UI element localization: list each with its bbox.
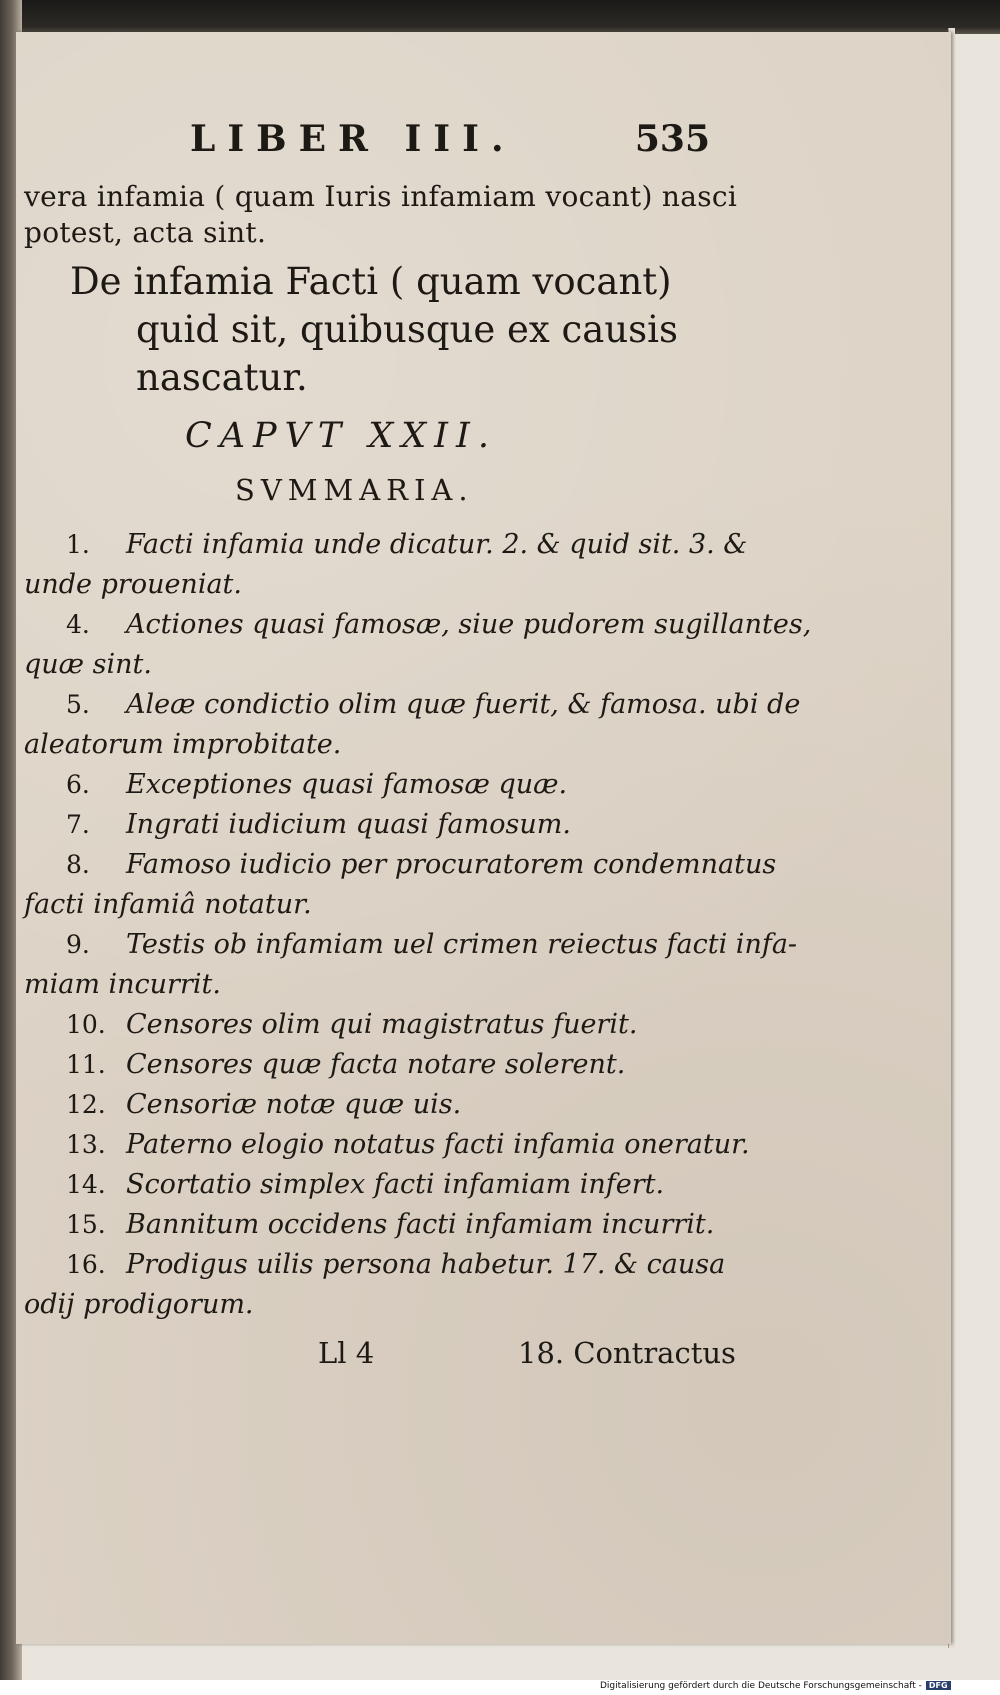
entry-text: Famoso iudicio per procuratorem condemnatus [126, 849, 777, 880]
chapter-heading-line: nascatur. [136, 356, 308, 399]
entry-text: Facti infamia unde dicatur. 2. & quid sit. 3. & [126, 529, 748, 560]
summary-list [24, 525, 812, 1325]
summary-entry [24, 1005, 714, 1045]
entry-number: 6. [66, 770, 90, 799]
entry-number: 14. [66, 1170, 106, 1199]
entry-continuation: aleatorum improbitate. [24, 729, 342, 760]
entry-text: Bannitum occidens facti infamiam incurrit. [126, 1209, 715, 1240]
catchword: 18. Contractus [518, 1336, 736, 1370]
summary-entry [24, 1085, 714, 1125]
summary-entry [24, 765, 714, 805]
summary-entry [24, 1045, 714, 1085]
digitization-credit [600, 1681, 951, 1691]
entry-number: 12. [66, 1090, 106, 1119]
chapter-heading-line: De infamia Facti ( quam vocant) [70, 260, 672, 303]
summary-entry [24, 925, 798, 1005]
entry-continuation: odij prodigorum. [24, 1289, 254, 1320]
entry-text: Aleæ condictio olim quæ fuerit, & famosa. ubi de [126, 689, 801, 720]
entry-number: 10. [66, 1010, 106, 1039]
entry-number: 7. [66, 810, 90, 839]
entry-number: 16. [66, 1250, 106, 1279]
summary-entry [24, 685, 801, 765]
summary-entry [24, 1165, 714, 1205]
carry-over-line: potest, acta sint. [24, 216, 267, 249]
entry-number: 8. [66, 850, 90, 879]
dfg-logo: DFG [926, 1681, 951, 1690]
summary-entry [24, 845, 777, 925]
summary-entry [24, 805, 714, 845]
running-title: LIBER III. [190, 118, 516, 160]
entry-text: Testis ob infamiam uel crimen reiectus facti infa- [126, 929, 798, 960]
entry-number: 11. [66, 1050, 106, 1079]
entry-text: Paterno elogio notatus facti infamia oneratur. [126, 1129, 750, 1160]
entry-number: 5. [66, 690, 90, 719]
signature-mark: Ll 4 [318, 1336, 375, 1370]
entry-continuation: facti infamiâ notatur. [24, 889, 312, 920]
carry-over-line: vera infamia ( quam Iuris infamiam vocant) nasci [24, 180, 738, 213]
scan-top-edge [0, 0, 1000, 34]
running-head [190, 118, 710, 166]
entry-continuation: quæ sint. [24, 649, 152, 680]
entry-text: Prodigus uilis persona habetur. 17. & causa [126, 1249, 726, 1280]
entry-text: Censoriæ notæ quæ uis. [126, 1089, 462, 1120]
entry-text: Censores olim qui magistratus fuerit. [126, 1009, 638, 1040]
entry-text: Exceptiones quasi famosæ quæ. [126, 769, 568, 800]
summary-label: SVMMARIA. [235, 473, 474, 507]
entry-number: 13. [66, 1130, 106, 1159]
summary-entry [24, 605, 812, 685]
page-number: 535 [634, 118, 710, 160]
chapter-number: CAPVT XXII. [185, 416, 497, 456]
summary-entry [24, 525, 748, 605]
entry-continuation: miam incurrit. [24, 969, 221, 1000]
summary-entry [24, 1205, 714, 1245]
entry-number: 4. [66, 610, 90, 639]
summary-entry [24, 1125, 750, 1165]
entry-number: 15. [66, 1210, 106, 1239]
entry-continuation: unde proueniat. [24, 569, 242, 600]
entry-text: Actiones quasi famosæ, siue pudorem sugillantes, [126, 609, 812, 640]
entry-number: 1. [66, 530, 90, 559]
summary-entry [24, 1245, 726, 1325]
entry-text: Ingrati iudicium quasi famosum. [126, 809, 571, 840]
credit-text: Digitalisierung gefördert durch die Deutsche Forschungsgemeinschaft - [600, 1681, 922, 1691]
entry-text: Censores quæ facta notare solerent. [126, 1049, 626, 1080]
chapter-heading-line: quid sit, quibusque ex causis [136, 308, 678, 351]
chapter-heading [70, 258, 710, 402]
entry-text: Scortatio simplex facti infamiam infert. [126, 1169, 665, 1200]
entry-number: 9. [66, 930, 90, 959]
